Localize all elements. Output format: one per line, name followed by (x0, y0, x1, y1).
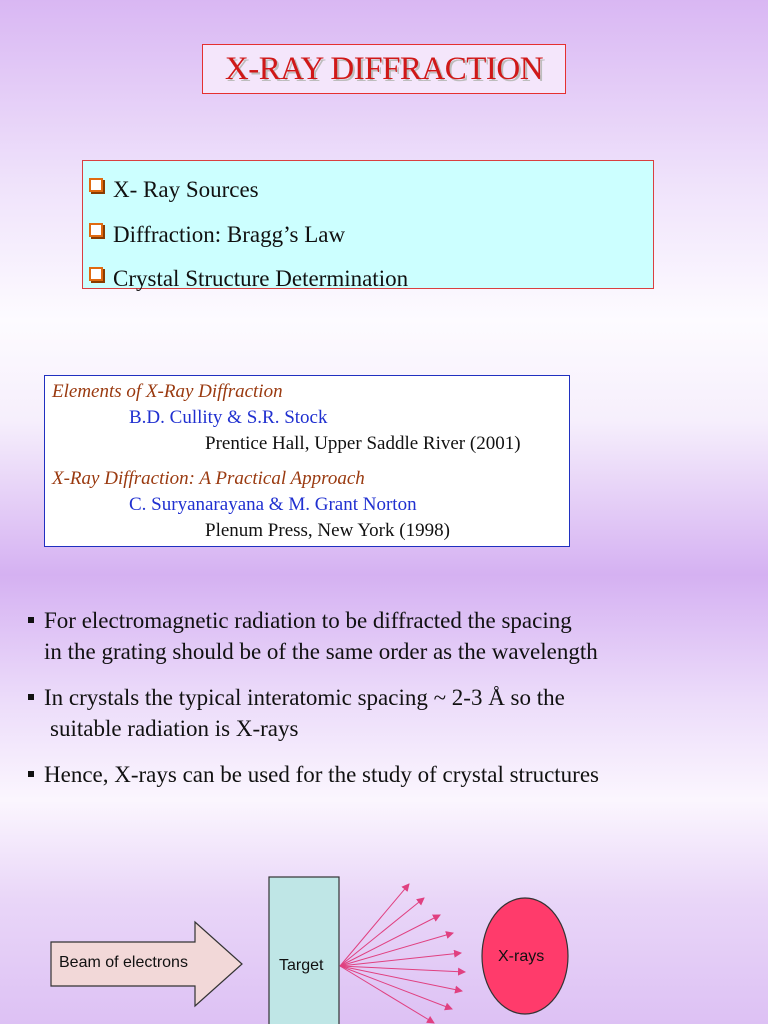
bullet-text: in the grating should be of the same order as the wavelength (44, 639, 598, 664)
bullet-text: Hence, X-rays can be used for the study of crystal structures (44, 762, 599, 787)
bullet-list (26, 605, 746, 805)
reference-authors: C. Suryanarayana & M. Grant Norton (129, 494, 417, 515)
topic-label: X- Ray Sources (113, 177, 259, 203)
references-box (44, 375, 570, 547)
square-bullet-icon (28, 617, 34, 623)
reference-authors: B.D. Cullity & S.R. Stock (129, 407, 328, 428)
reference-title: Elements of X-Ray Diffraction (52, 381, 283, 402)
ray-line (340, 884, 409, 966)
reference-publisher: Prentice Hall, Upper Saddle River (2001) (205, 433, 521, 454)
ray-line (340, 966, 465, 972)
topic-item (83, 257, 653, 302)
xrays-label: X-rays (498, 948, 545, 965)
square-bullet-icon (28, 771, 34, 777)
ray-line (340, 915, 440, 966)
target-label: Target (279, 957, 324, 974)
topics-box (82, 160, 654, 292)
bullet-item (26, 605, 746, 667)
topic-label: Crystal Structure Determination (113, 266, 409, 292)
title-box (202, 44, 566, 94)
ray-line (340, 953, 461, 966)
reference-publisher: Plenum Press, New York (1998) (205, 520, 450, 541)
ray-line (340, 966, 452, 1009)
reference-title: X-Ray Diffraction: A Practical Approach (52, 468, 365, 489)
bullet-item (26, 682, 746, 744)
square-bullet-icon (28, 694, 34, 700)
target-block (269, 877, 339, 1024)
bullet-item (26, 759, 746, 790)
checkbox-bullet-icon (89, 223, 103, 237)
topic-label: Diffraction: Bragg’s Law (113, 221, 346, 247)
ray-line (340, 898, 424, 966)
ray-line (340, 966, 434, 1023)
bullet-text: For electromagnetic radiation to be diffracted the spacing (44, 608, 572, 633)
bullet-text: In crystals the typical interatomic spacing ~ 2-3 Å so the (44, 685, 565, 710)
slide-title: X-RAY DIFFRACTION (224, 50, 544, 87)
checkbox-bullet-icon (89, 178, 103, 192)
ray-lines (340, 884, 465, 1023)
diagram-graphics (0, 860, 768, 1024)
xray-generation-diagram (0, 860, 768, 1024)
ray-line (340, 966, 462, 991)
topic-item (83, 168, 653, 213)
beam-label: Beam of electrons (59, 954, 188, 971)
ray-line (340, 933, 453, 966)
topic-item (83, 213, 653, 258)
checkbox-bullet-icon (89, 267, 103, 281)
bullet-text: suitable radiation is X-rays (50, 716, 299, 741)
